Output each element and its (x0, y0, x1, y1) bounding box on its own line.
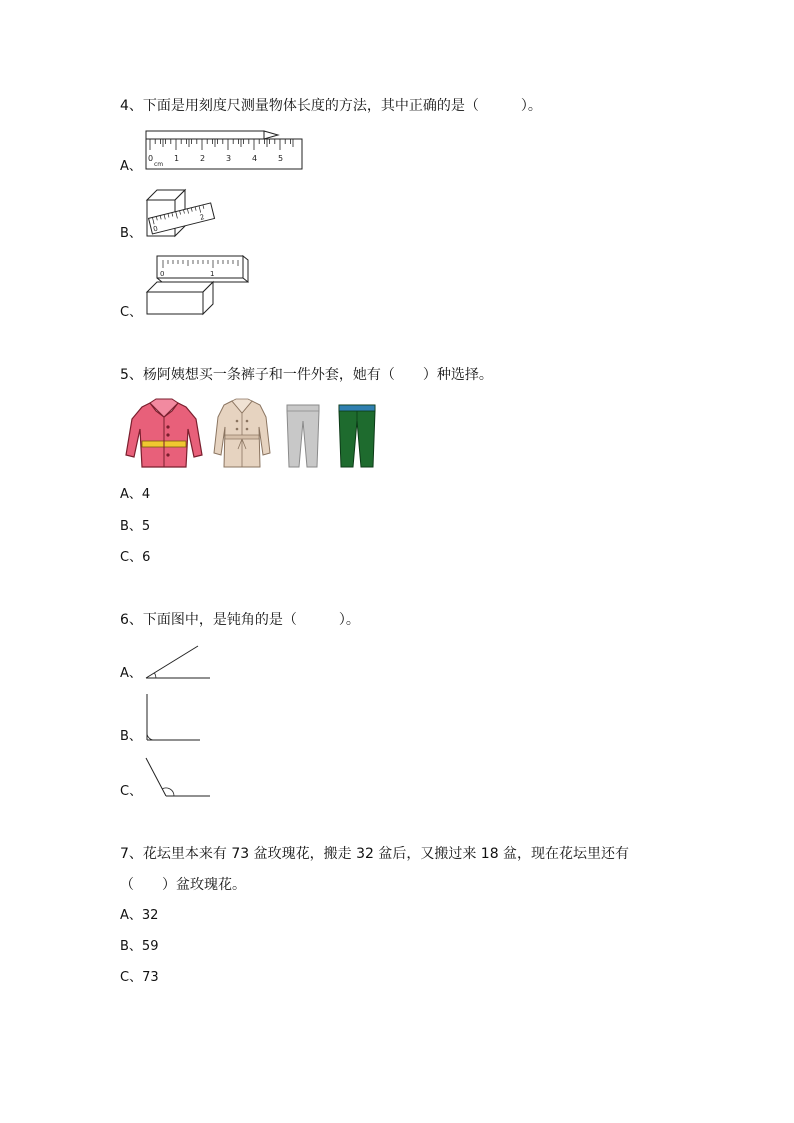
q7-option-c-label: C、 (120, 970, 143, 985)
q5-option-a-value: 4 (141, 487, 151, 502)
ruler-a-tick-1: 1 (174, 154, 180, 163)
question-6-text: 6、下面图中，是钝角的是（ ）。 (120, 612, 360, 628)
ruler-c-tick-0: 0 (160, 270, 165, 278)
q6-figure-c-obtuse-angle (142, 754, 214, 800)
q6-figure-a-acute-angle (142, 640, 214, 682)
question-7-text-line2: （ ）盆玫瑰花。 (120, 877, 246, 893)
q6-option-a-label[interactable]: A、 (120, 666, 142, 681)
q7-option-c-value: 73 (142, 970, 159, 985)
question-5-text: 5、杨阿姨想买一条裤子和一件外套，她有（ ）种选择。 (120, 367, 493, 383)
q4-option-a-label[interactable]: A、 (120, 159, 142, 174)
q5-option-c[interactable] (120, 549, 150, 567)
q4-figure-c-ruler-above-box (143, 252, 251, 318)
q7-option-b[interactable] (120, 938, 158, 956)
q5-option-a[interactable] (120, 486, 150, 504)
q6-figure-b-right-angle (142, 692, 204, 744)
q5-option-b-value: 5 (141, 519, 151, 534)
ruler-a-tick-3: 3 (226, 154, 232, 163)
q5-option-a-label: A、 (120, 487, 142, 502)
q7-option-c[interactable] (120, 969, 159, 987)
ruler-a-tick-0: 0 (148, 154, 154, 163)
green-pants-icon (335, 403, 379, 469)
q7-option-b-label: B、 (120, 939, 142, 954)
q5-option-c-label: C、 (120, 550, 143, 565)
ruler-a-tick-2: 2 (200, 154, 206, 163)
pink-coat-icon (122, 397, 206, 471)
q7-option-a[interactable] (120, 907, 158, 925)
ruler-b-tick-2: 2 (199, 212, 206, 222)
q5-option-b-label: B、 (120, 519, 142, 534)
q7-option-b-value: 59 (141, 939, 159, 954)
q4-option-c-label[interactable]: C、 (120, 305, 143, 320)
question-4-text: 4、下面是用刻度尺测量物体长度的方法，其中正确的是（ ）。 (120, 98, 542, 114)
q7-option-a-value: 32 (141, 908, 159, 923)
q4-option-b-label[interactable]: B、 (120, 226, 142, 241)
ruler-b-tick-0: 0 (152, 224, 159, 234)
q4-figure-b-tilted-ruler-cube (143, 186, 223, 242)
gray-pants-icon (283, 403, 323, 469)
q7-option-a-label: A、 (120, 908, 142, 923)
ruler-a-tick-4: 4 (252, 154, 258, 163)
beige-trench-coat-icon (212, 397, 272, 471)
q6-option-b-label[interactable]: B、 (120, 729, 142, 744)
question-7-text-line1: 7、花坛里本来有 73 盆玫瑰花，搬走 32 盆后，又搬过来 18 盆，现在花坛里还有 (120, 846, 630, 862)
ruler-a-tick-5: 5 (278, 154, 284, 163)
ruler-a-unit: cm (154, 161, 164, 168)
ruler-c-tick-1: 1 (210, 270, 215, 278)
q6-option-c-label[interactable]: C、 (120, 784, 143, 799)
q4-figure-a-ruler-pencil (140, 128, 310, 174)
q5-option-c-value: 6 (142, 550, 151, 565)
q5-option-b[interactable] (120, 518, 150, 536)
